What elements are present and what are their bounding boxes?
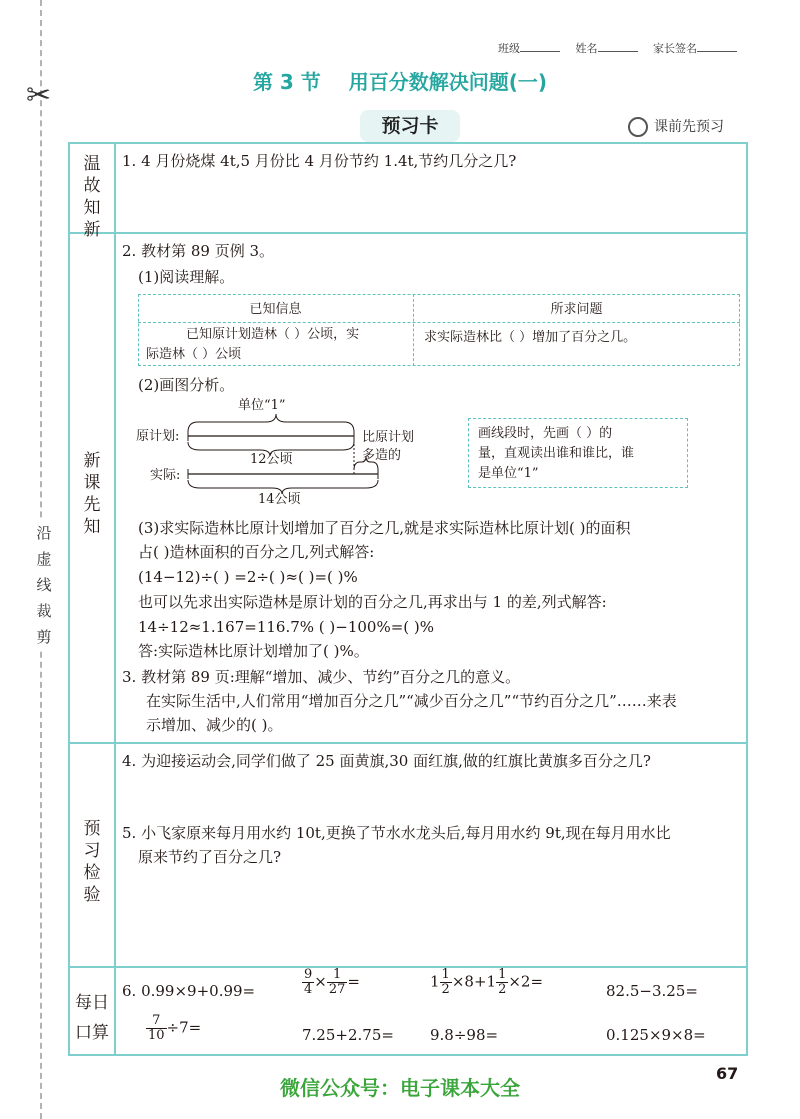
- row-label-text: 预习检验: [83, 819, 101, 905]
- row-label-text: 每日口算: [75, 993, 109, 1043]
- fraction: [496, 968, 508, 997]
- denominator: 4: [304, 982, 313, 997]
- part-1-label: (1)阅读理解。: [138, 268, 235, 286]
- parent-label: 家长签名: [653, 42, 697, 55]
- exercise-2: [302, 968, 360, 997]
- question-1: 1. 4 月份烧煤 4t,5 月份比 4 月份节约 1.4t,节约几分之几?: [122, 152, 517, 170]
- numerator: 1: [441, 967, 450, 982]
- hint-line-2: 量，直观读出谁和谁比，谁: [478, 446, 635, 461]
- exercise-7: 9.8÷98=: [430, 1026, 499, 1044]
- fraction: [327, 968, 348, 997]
- cut-char: 虚: [36, 550, 52, 568]
- student-info: [498, 40, 749, 56]
- numerator: 1: [498, 967, 507, 982]
- question-3-line-2: 在实际生活中,人们常用“增加百分之几”“减少百分之几”“节约百分之几”……来表: [146, 692, 677, 710]
- equals: =: [347, 972, 360, 991]
- preview-badge: [628, 116, 724, 137]
- cut-char: 裁: [36, 602, 52, 620]
- fourteen-label: 14公顷: [258, 492, 301, 507]
- denominator: 10: [148, 1028, 165, 1043]
- scissors-icon: ✂: [26, 78, 52, 113]
- cut-label: [34, 520, 54, 650]
- question-3-line-1: 3. 教材第 89 页:理解“增加、减少、节约”百分之几的意义。: [122, 668, 521, 686]
- question-4: 4. 为迎接运动会,同学们做了 25 面黄旗,30 面红旗,做的红旗比黄旗多百分之几?: [122, 752, 651, 770]
- clock-icon: [628, 117, 648, 137]
- row-label-review: [70, 153, 114, 241]
- ask-text: 求实际造林比（ ）增加了百分之几。: [424, 330, 637, 345]
- unit-brace: [188, 414, 354, 432]
- exercise-3: [430, 968, 543, 997]
- cut-char: 沿: [36, 524, 52, 542]
- hint-line-1: 画线段时，先画（ ）的: [478, 426, 613, 441]
- more-label-2: 多造的: [362, 448, 402, 463]
- cut-char: 剪: [36, 628, 52, 646]
- preview-label: 课前先预习: [654, 119, 724, 135]
- part-3-line-1: (3)求实际造林比原计划增加了百分之几,就是求实际造林比原计划( )的面积: [138, 519, 631, 537]
- known-line-2: 际造林（ ）公顷: [146, 347, 242, 362]
- expression-part: ×8+1: [451, 972, 497, 991]
- fraction: [146, 1014, 167, 1043]
- question-3-line-3: 示增加、减少的( )。: [146, 716, 283, 734]
- class-label: 班级: [498, 42, 520, 55]
- column-divider: [114, 142, 116, 1056]
- row-label-daily: [70, 988, 114, 1048]
- section-title: 用百分数解决问题(一): [348, 70, 548, 94]
- numerator: 7: [146, 1014, 167, 1029]
- fraction: [440, 968, 452, 997]
- denominator: 2: [441, 982, 450, 997]
- exercise-1: 6. 0.99×9+0.99=: [122, 982, 256, 1000]
- parent-field[interactable]: [697, 51, 737, 52]
- numerator: 9: [304, 967, 313, 982]
- wechat-watermark: 微信公众号：电子课本大全: [280, 1076, 520, 1100]
- known-line-1: 已知原计划造林（ ）公顷，实: [186, 327, 360, 342]
- row-label-text: 温故知新: [83, 154, 101, 240]
- part-2-label: (2)画图分析。: [138, 376, 235, 394]
- denominator: 27: [328, 982, 346, 997]
- question-2: 2. 教材第 89 页例 3。: [122, 242, 275, 260]
- class-field[interactable]: [520, 51, 560, 52]
- whole-number: 1: [430, 972, 440, 991]
- part-3-line-6: 答:实际造林比原计划增加了( )%。: [138, 642, 369, 660]
- card-title: 预习卡: [360, 110, 460, 142]
- more-label-1: 比原计划: [362, 430, 415, 445]
- twelve-label: 12公顷: [250, 452, 293, 467]
- ask-header: 所求问题: [550, 302, 603, 317]
- expression-part: ×2=: [508, 972, 544, 991]
- info-table-divider: [138, 322, 740, 323]
- expression-part: ÷7=: [166, 1018, 202, 1037]
- exercise-6: 7.25+2.75=: [302, 1026, 394, 1044]
- fraction: [302, 968, 314, 997]
- question-5-line-2: 原来节约了百分之几?: [138, 848, 282, 866]
- row-divider: [68, 742, 748, 744]
- cut-char: 线: [36, 576, 52, 594]
- row-label-check: [70, 818, 114, 906]
- row-label-new: [70, 450, 114, 538]
- unit-label: 单位“1”: [238, 398, 286, 413]
- denominator: 2: [498, 982, 507, 997]
- exercise-8: 0.125×9×8=: [606, 1026, 706, 1044]
- row-divider: [68, 966, 748, 968]
- question-5-line-1: 5. 小飞家原来每月用水约 10t,更换了节水水龙头后,每月用水约 9t,现在每月用水比: [122, 824, 671, 842]
- section-number: 第 3 节: [252, 70, 321, 94]
- page-title: [0, 66, 800, 95]
- hint-line-3: 是单位“1”: [478, 466, 539, 481]
- exercise-4: 82.5−3.25=: [606, 982, 698, 1000]
- exercise-5: [146, 1014, 201, 1043]
- name-label: 姓名: [575, 42, 598, 55]
- actual-label: 实际:: [150, 468, 181, 483]
- row-label-text: 新课先知: [83, 451, 101, 537]
- part-3-line-5: 14÷12≈1.167=116.7% ( )−100%=( )%: [138, 618, 435, 636]
- plan-label: 原计划:: [136, 429, 180, 444]
- numerator: 1: [327, 968, 348, 983]
- row-divider: [68, 232, 748, 234]
- part-3-line-4: 也可以先求出实际造林是原计划的百分之几,再求出与 1 的差,列式解答:: [138, 593, 607, 611]
- known-header: 已知信息: [249, 302, 302, 317]
- part-3-line-3: (14−12)÷( ) =2÷( )≈( )=( )%: [138, 568, 358, 586]
- name-field[interactable]: [598, 51, 638, 52]
- operator: ×: [314, 972, 327, 991]
- page-number: 67: [716, 1064, 739, 1083]
- part-3-line-2: 占( )造林面积的百分之几,列式解答:: [138, 543, 375, 561]
